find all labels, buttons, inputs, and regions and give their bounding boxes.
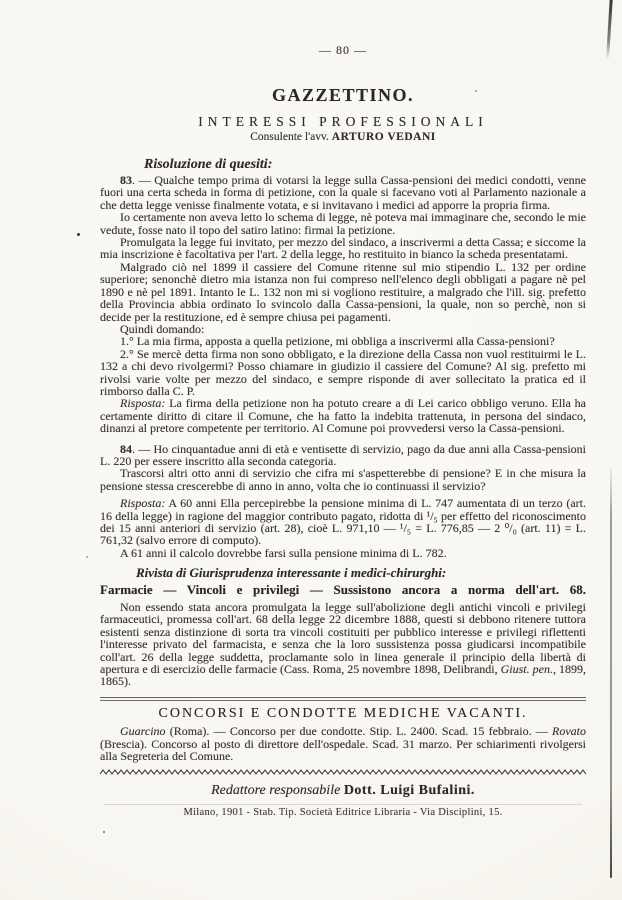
section-title: INTERESSI PROFESSIONALI [198,113,488,129]
text-column [100,44,586,819]
concorsi-paragraph [100,725,586,762]
wavy-divider-path [100,770,586,774]
risposta-83-text: La firma della petizione non ha potuto creare a di Lei carico obbligo veruno. Ella ha certamente diritto di citare il Comune, che ha fatto la indebita trattenuta, in persona del sindaco, dinanzi al pretore competente per territorio. Al Comune poi provvedersi verso la Cassa-pensioni. [100,396,586,436]
question-83-number: 83 [120,173,132,188]
rivista-subheading: Farmacie — Vincoli e privilegi — Sussistono ancora a norma dell'art. 68. [100,581,586,597]
question-84-text: . — Ho cinquantadue anni di età e ventisette di servizio, pago da due anni alla Cassa-pensioni L. 220 per essere inscritto alla seconda categoria. [100,441,586,468]
consultant-prefix: Consulente l'avv. [250,131,332,144]
concorsi-entry1-name: Guarcino [120,724,166,739]
ink-speck [103,831,105,833]
rivista-heading: Rivista di Giurisprudenza interessante i medici-chirurghi: [136,565,447,581]
ink-speck [475,90,477,92]
ink-speck [86,556,88,558]
concorsi-entry1-text: (Roma). — Concorso per due condotte. Stip. L. 2400. Scad. 15 febbraio. — [165,724,552,739]
imprint-line: Milano, 1901 - Stab. Tip. Società Editrice Libraria - Via Disciplini, 15. [183,806,503,818]
page-number: — 80 — [319,43,367,57]
paragraph: 1.° La mia firma, apposta a quella petizione, mi obbliga a inscrivermi alla Cassa-pensioni? [120,334,555,349]
quesiti-heading: Risoluzione di quesiti: [144,156,273,172]
scan-artifact-top-right [606,0,612,58]
risposta-84-paragraph [100,497,586,547]
risposta-label: Risposta: [120,496,166,511]
risposta-83-paragraph [100,397,586,434]
risposta-84-text: A 60 anni Ella percepirebbe la pensione minima di L. 747 aumentata di un terzo (art. 16 della legge) in ragione del maggior contributo pagato, ridotta di ¹/₅ per effetto del riconoscimento dei 15 anni anteriori di servizio (art. 28), cioè L. 971,10 — ¹/₅ = L. 776,85 — 2 ⁰/₀ (art. 11) = L. 761,32 (salvo errore di computo). [100,496,586,548]
consultant-line [100,131,586,143]
editor-name: Dott. Luigi Bufalini. [343,782,475,798]
concorsi-entry2-name: Rovato [552,724,586,739]
double-rule-divider [100,697,586,701]
paragraph: Io certamente non aveva letto lo schema di legge, nè poteva mai immaginare che, secondo le mie vedute, fosse nato il topo del satiro latino: firmai la petizione. [100,210,586,237]
rivista-citation: Giust. pen. [500,662,553,677]
paragraph: Malgrado ciò nel 1899 il cassiere del Comune ritenne sul mio stipendio L. 132 per ordine superiore; senonchè dietro mia istanza non fui compreso nell'elenco degli obbligati a pagare nè pel 1890 e nè pel 1891. Intanto le L. 132 non mi si vogliono restituire, a malgrado che l'ill. sig. prefetto della Provincia abbia ordinato lo svincolo dalla Cassa-pensioni, la quale, non so perchè, non si decide per la restituzione, ed è sempre chiusa pei pagamenti. [100,259,586,324]
question-84-paragraph [100,443,586,468]
question-83-paragraph [100,174,586,211]
paragraph: 2.° Se mercè detta firma non sono obbligato, e la direzione della Cassa non vuol restituirmi le L. 132 a chi devo rivolgermi? Posso chiamare in giudizio il cassiere del Comune? Al sig. prefetto mi rivolsi varie volte per mezzo del sindaco, e sempre risponde di aver sollecitato la pratica ed il rimborso dalla C. P. [100,346,586,398]
editor-prefix: Redattore responsabile [211,782,344,798]
wavy-divider [100,768,586,777]
editor-line [100,782,586,798]
imprint-rule [104,804,582,805]
rivista-body-text: Non essendo stata ancora promulgata la legge sull'abolizione degli antichi vincoli e privilegi farmaceutici, promessa coll'art. 68 della legge 22 dicembre 1888, questi si debbono ritenere tuttora esistenti senza distinzione di sorta tra vincoli costituiti per pubblico interesse e privilegi riflettenti l'interesse privato del farmacista, e senza che la loro sussistenza possa giudicarsi incompatibile coll'art. 26 della legge suddetta, proclamante solo in linea generale il principio della libertà di apertura e di esercizio delle farmacie (Cass. Roma, 25 novembre 1898, Delibrandi, [100,600,586,677]
concorsi-entry2-text: (Brescia). Concorso al posto di direttore dell'ospedale. Scad. 31 marzo. Per schiarimenti rivolgersi alla Segreteria del Comune. [100,736,586,764]
paragraph: Promulgata la legge fui invitato, per mezzo del sindaco, a inscrivermi a detta Cassa; e siccome la mia inscrizione è facoltativa per l'art. 2 della legge, ho restituito in bianco la scheda presentatami. [100,235,586,262]
rivista-citation-tail: , 1899, 1865). [100,662,586,689]
scan-artifact-right-edge [610,468,612,878]
masthead-title: GAZZETTINO. [271,85,415,106]
consultant-name: ARTURO VEDANI [331,131,436,144]
ink-speck [77,233,80,236]
risposta-label: Risposta: [120,396,166,411]
paragraph: A 61 anni il calcolo dovrebbe farsi sulla pensione minima di L. 782. [120,545,447,560]
rivista-body-paragraph [100,601,586,688]
question-83-text: . — Qualche tempo prima di votarsi la legge sulla Cassa-pensioni dei medici condotti, venne fuori una certa scheda in forma di petizione, con la quale si facevano voti al Parlamento nazionale a che detta legge venisse finalmente votata, e si invitavano i medici ad apporre la propria firma. [100,173,586,212]
paragraph: Trascorsi altri otto anni di servizio che cifra mi s'aspetterebbe di pensione? E in che misura la pensione stessa crescerebbe di anno in anno, volta che io continuassi il servizio? [100,466,586,493]
paragraph: Quindi domando: [120,321,205,336]
concorsi-heading: CONCORSI E CONDOTTE MEDICHE VACANTI. [158,705,528,721]
question-84-number: 84 [120,441,132,456]
